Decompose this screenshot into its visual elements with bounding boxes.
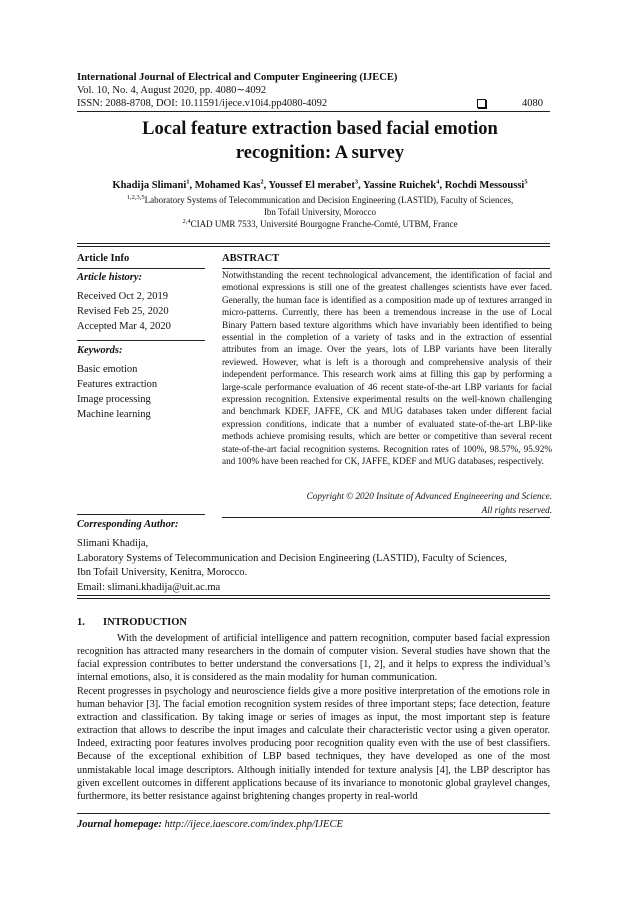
author-sup: 5 <box>524 178 528 186</box>
intro-paragraph-2: Recent progresses in psychology and neuroscience fields give a more positive interpretation of the emotions role in human behavior [3]. The facial emotion recognition system resides of three important steps; face detection, feature extraction and classification. By taking image or series of images as input, the most important step is feature extraction that allows to describe the input images and calculate their characteristic vector using a given operator. Indeed, extracting poor features involves producing poor recognition quality even with the use of best classifiers. Because of the exceptional exhibition of LBP based techniques, they have developed as one of the most unmistakable local image descriptors. Although initially intended for texture analysis [4], the LBP descriptor has given excellent outcomes in different applications because of its invariance to monotonic global graylevel changes, furthermore, its better resistance against brightening changes property in real-world <box>77 685 550 802</box>
author-name: Rochdi Messoussi <box>444 180 525 191</box>
intro-number: 1. <box>77 617 85 628</box>
intro-heading: INTRODUCTION <box>103 617 188 628</box>
corresponding-heading: Corresponding Author: <box>77 519 179 530</box>
keywords-rule <box>77 340 205 341</box>
title-line-2: recognition: A survey <box>235 143 405 163</box>
author-name: Youssef El merabet <box>268 180 355 191</box>
affiliation-sup: 2,4 <box>182 218 191 225</box>
affiliation-2 <box>60 218 580 230</box>
homepage-label: Journal homepage: <box>77 819 162 830</box>
issn-doi: ISSN: 2088-8708, DOI: 10.11591/ijece.v10i4.pp4080-4092 <box>77 98 328 109</box>
affiliation-sup: 1,2,3,5 <box>126 194 145 201</box>
author-name: Yassine Ruichek <box>362 180 437 191</box>
abstract-text <box>222 269 552 468</box>
title-line-1: Local feature extraction based facial emotion <box>142 119 498 139</box>
intro-paragraph-1: With the development of artificial intelligence and pattern recognition, computer based facial expression recognition has attracted many researchers in the domain of computer vision. Several studies have shown that the facial expression contributes to better understand the conversations [1, 2], and it helps to express the individual’s internal emotions, also, it is considered as the main modality for human communication. <box>77 633 550 684</box>
header-rule <box>77 111 550 112</box>
corresponding-email: Email: slimani.khadija@uit.ac.ma <box>77 581 221 593</box>
history-list <box>77 289 171 334</box>
history-item: Revised Feb 25, 2020 <box>77 306 169 317</box>
journal-name: International Journal of Electrical and Computer Engineering (IJECE) <box>77 72 398 83</box>
author-sup: 2 <box>260 178 264 186</box>
corresponding-line: Ibn Tofail University, Kenitra, Morocco. <box>77 567 248 578</box>
keyword-item: Features extraction <box>77 379 158 390</box>
copyright-line-2: All rights reserved. <box>481 505 552 515</box>
corresponding-details <box>77 537 507 595</box>
abstract-bottom-rule <box>222 517 550 518</box>
copyright-line-1: Copyright © 2020 Insitute of Advanced Engineeering and Science. <box>306 491 552 501</box>
affiliation-text: CIAD UMR 7533, Université Bourgogne Franche-Comté, UTBM, France <box>190 219 458 229</box>
history-item: Received Oct 2, 2019 <box>77 291 168 302</box>
journal-homepage <box>77 819 343 830</box>
author-sup: 1 <box>186 178 190 186</box>
section-rule-bottom-2 <box>77 598 550 599</box>
affiliation-1 <box>60 194 580 206</box>
abstract-paragraph: Notwithstanding the recent technological advancement, the identification of facial and emotional expressions is still one of the greatest challenges scientists have ever faced. Generally, the human face is identified as a composition made up of textures arranged in micro-patterns. Currently, there has been a tremendous increase in the use of Local Binary Pattern based texture algorithms which have invariably been identified to being essential in the completion of a variety of tasks and in the extraction of essential attributes from an image. Over the years, lots of LBP variants have been literally reviewed. However, what is left is a thorough and comprehensive analysis of their independent performance. This research work aims at filling this gap by performing a large-scale performance evaluation of 46 recent state-of-the-art LBP variants for facial expression recognition. Extensive experimental results on the well-known challenging and benchmark KDEF, JAFFE, CK and MUG databases taken under different facial expression conditions, indicate that a number of evaluated state-of-the-art LBP-like methods achieve promising results, which are better or competitive than several recent state-of-the-art facial recognition systems. Recognition rates of 100%, 98.57%, 95.92% and 100% have been reached for CK, JAFFE, KDEF and MUG databases, respectively. <box>222 270 552 467</box>
affiliation-1b <box>60 206 580 218</box>
affiliation-text: Laboratory Systems of Telecommunication and Decision Engineering (LASTID), Faculty of Sciences, <box>144 195 514 205</box>
keywords-list <box>77 362 157 422</box>
keywords-heading: Keywords: <box>77 345 123 356</box>
intro-body <box>77 632 550 803</box>
corresponding-line: Slimani Khadija, <box>77 538 149 549</box>
author-name: Khadija Slimani <box>112 180 187 191</box>
corresponding-line: Laboratory Systems of Telecommunication and Decision Engineering (LASTID), Faculty of Sciences, <box>77 552 508 564</box>
keyword-item: Basic emotion <box>77 364 138 375</box>
author-sup: 3 <box>354 178 359 186</box>
article-info-rule <box>77 268 205 269</box>
history-heading: Article history: <box>77 272 143 283</box>
author-sup: 4 <box>436 178 440 186</box>
history-item: Accepted Mar 4, 2020 <box>77 321 171 332</box>
paper-title <box>60 117 580 165</box>
abstract-heading: ABSTRACT <box>222 253 280 264</box>
section-rule-top-2 <box>77 246 550 247</box>
footer-rule <box>77 813 550 814</box>
author-name: Mohamed Kas <box>194 180 261 191</box>
section-rule-bottom <box>77 595 550 596</box>
keyword-item: Machine learning <box>77 409 151 420</box>
volume-info: Vol. 10, No. 4, August 2020, pp. 4080∼4092 <box>77 85 267 96</box>
keyword-item: Image processing <box>77 394 151 405</box>
page-box-icon <box>477 97 504 110</box>
page-number: 4080 <box>522 98 543 109</box>
author-list: Khadija Slimani$^1$, Mohamed Kas$^2$, Youssef El merabet$^3$, Yassine Ruichek$^4$, Rochdi Messoussi$^5$ <box>112 178 528 191</box>
affiliation-text: Ibn Tofail University, Morocco <box>263 207 377 217</box>
homepage-url[interactable]: http://ijece.iaescore.com/index.php/IJECE <box>164 819 343 830</box>
article-info-heading: Article Info <box>77 253 130 264</box>
corr-top-rule <box>77 514 205 515</box>
section-rule-top <box>77 243 550 244</box>
